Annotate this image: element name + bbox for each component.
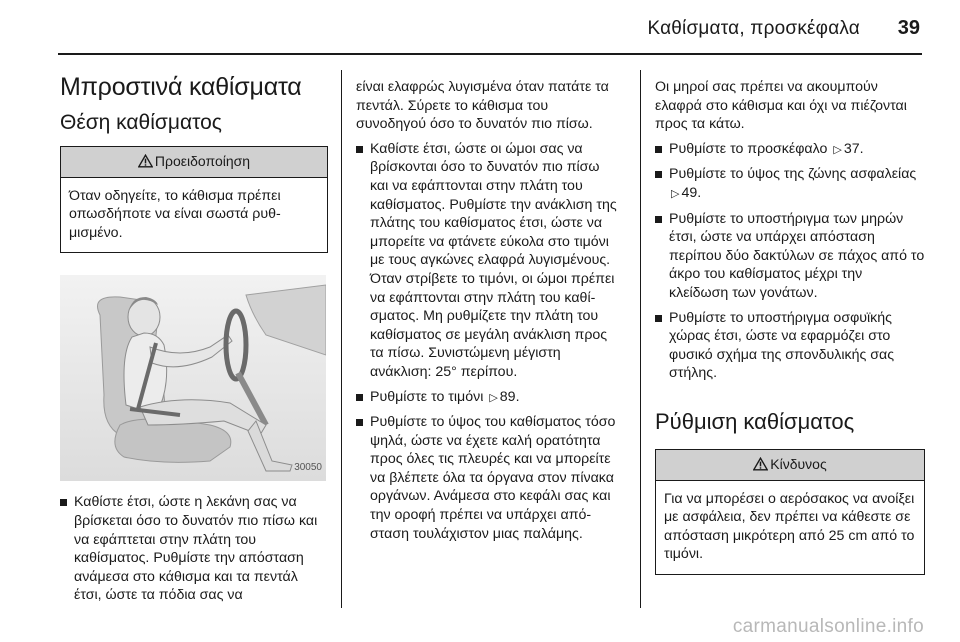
sub-title-seat-adjustment: Ρύθμιση καθίσματος bbox=[655, 408, 855, 434]
bullet-steering-text: Ρυθμίστε το τιμόνι bbox=[370, 388, 484, 405]
warning-text: Όταν οδηγείτε, το κάθισμα πρέπει οπωσδήποτε να είναι σωστά ρυθμισμένο. bbox=[69, 187, 281, 241]
illustration-code: 30050 bbox=[294, 461, 322, 473]
watermark: carmanualsonline.info bbox=[732, 616, 924, 637]
bullet-pelvis-position: Καθίστε έτσι, ώστε η λεκάνη σας να βρίσκεται όσο το δυνατόν πιο πίσω και να εφάπτεται στην πλάτη του καθίσματος. Ρυθμίστε την απόσταση ανάμεσα στο κάθισμα και τα πεντάλ έτσι, ώστε τα πόδια σας να bbox=[60, 493, 328, 605]
warning-triangle-icon bbox=[138, 154, 153, 168]
driver-seat-illustration bbox=[60, 275, 326, 481]
page-ref-arrow-icon: ▷ bbox=[833, 143, 842, 156]
warning-heading-text: Προειδοποίηση bbox=[154, 153, 251, 169]
running-header-title: Καθίσματα, προσκέφαλα bbox=[647, 18, 860, 39]
page-ref-arrow-icon: ▷ bbox=[671, 187, 680, 200]
sub-title-seat-position: Θέση καθίσματος bbox=[60, 111, 222, 134]
page-ref-belt[interactable]: 49. bbox=[681, 184, 702, 201]
bullet-continuation: είναι ελαφρώς λυγισμένα όταν πατάτε τα πεντάλ. Σύρετε το κάθισμα του συνοδηγού όσο το δυνατόν πιο πίσω. bbox=[356, 79, 609, 133]
section-title: Μπροστινά καθίσματα bbox=[60, 73, 302, 101]
bullet-seat-height: Ρυθμίστε το ύψος του καθίσματος τόσο ψηλά, ώστε να έχετε καλή ορατότητα προς όλες τις πλευρές και να μπορείτε να βλέπετε όλα τα όργανα στον πίνακα οργάνων. Ανάμεσα στο κεφάλι σας και την οροφή πρέπει να υπάρχει απόσταση τουλάχιστον μιας παλάμης. bbox=[356, 413, 620, 543]
bullet-steering-wheel bbox=[356, 388, 620, 408]
page-ref-steering[interactable]: 89. bbox=[499, 388, 520, 405]
bullet-shoulders-backrest: Καθίστε έτσι, ώστε οι ώμοι σας να βρίσκονται όσο το δυνατόν πιο πίσω και να εφάπτονται στην πλάτη του καθίσματος. Ρυθμίστε την ανάκλιση της πλάτης του καθίσματος έτσι, ώστε να μπορείτε να φτάνετε εύκολα στο τιμόνι με τους αγκώνες ελαφρά λυγισμένους. Όταν στρίβετε το τιμόνι, οι ώμοι πρέπει να εφάπτονται στην πλάτη του καθίσματος. Μη ρυθμίζετε την πλάτη του καθίσματος σε μεγάλη ανάκλιση προς τα πίσω. Συνιστώμενη μέγιστη ανάκλιση: 25° περίπου. bbox=[356, 140, 620, 382]
bullet-list-1 bbox=[60, 493, 328, 605]
bullet-headrest-text: Ρυθμίστε το προσκέφαλο bbox=[669, 140, 828, 157]
bullet-belt-text: Ρυθμίστε το ύψος της ζώνης ασφαλείας bbox=[669, 166, 917, 183]
bullet-continuation-thighs: Οι μηροί σας πρέπει να ακουμπούν ελαφρά στο κάθισμα και όχι να πιέζονται προς τα κάτω. bbox=[655, 79, 907, 133]
danger-text: Για να μπορέσει ο αερόσακος να ανοίξει με ασφάλεια, δεν πρέπει να κάθεστε σε απόσταση μικρότερη από 25 cm από το τιμόνι. bbox=[664, 490, 915, 563]
bullet-headrest bbox=[655, 140, 925, 160]
warning-box bbox=[60, 146, 328, 253]
page-ref-headrest[interactable]: 37. bbox=[843, 140, 864, 157]
bullet-seatbelt-height bbox=[655, 165, 925, 203]
page-header bbox=[0, 0, 960, 52]
danger-box bbox=[655, 449, 925, 575]
warning-triangle-icon bbox=[753, 457, 768, 471]
page-ref-arrow-icon: ▷ bbox=[489, 391, 498, 404]
column-1 bbox=[60, 72, 328, 611]
bullet-list-3 bbox=[655, 78, 925, 383]
warning-box-heading bbox=[61, 147, 327, 178]
column-3 bbox=[655, 78, 925, 589]
header-rule bbox=[58, 53, 922, 55]
bullet-thigh-support: Ρυθμίστε το υποστήριγμα των μηρών έτσι, ώστε να υπάρχει απόσταση περίπου δύο δακτύλων σε πάχος από το άκρο του καθίσματος μέχρι την κλείδωση των γονάτων. bbox=[655, 210, 925, 303]
page-number: 39 bbox=[897, 17, 920, 39]
bullet-lumbar-support: Ρυθμίστε το υποστήριγμα οσφυϊκής χώρας έτσι, ώστε να εφαρμόζει στο φυσικό σχήμα της σπονδυλικής σας στήλης. bbox=[655, 309, 925, 383]
driver-seated-illustration bbox=[60, 275, 326, 481]
bullet-list-2 bbox=[356, 78, 620, 543]
danger-box-heading bbox=[656, 450, 924, 481]
danger-heading-text: Κίνδυνος bbox=[770, 455, 827, 472]
column-divider-1 bbox=[341, 70, 342, 608]
column-2 bbox=[356, 78, 620, 549]
column-divider-2 bbox=[640, 70, 641, 608]
